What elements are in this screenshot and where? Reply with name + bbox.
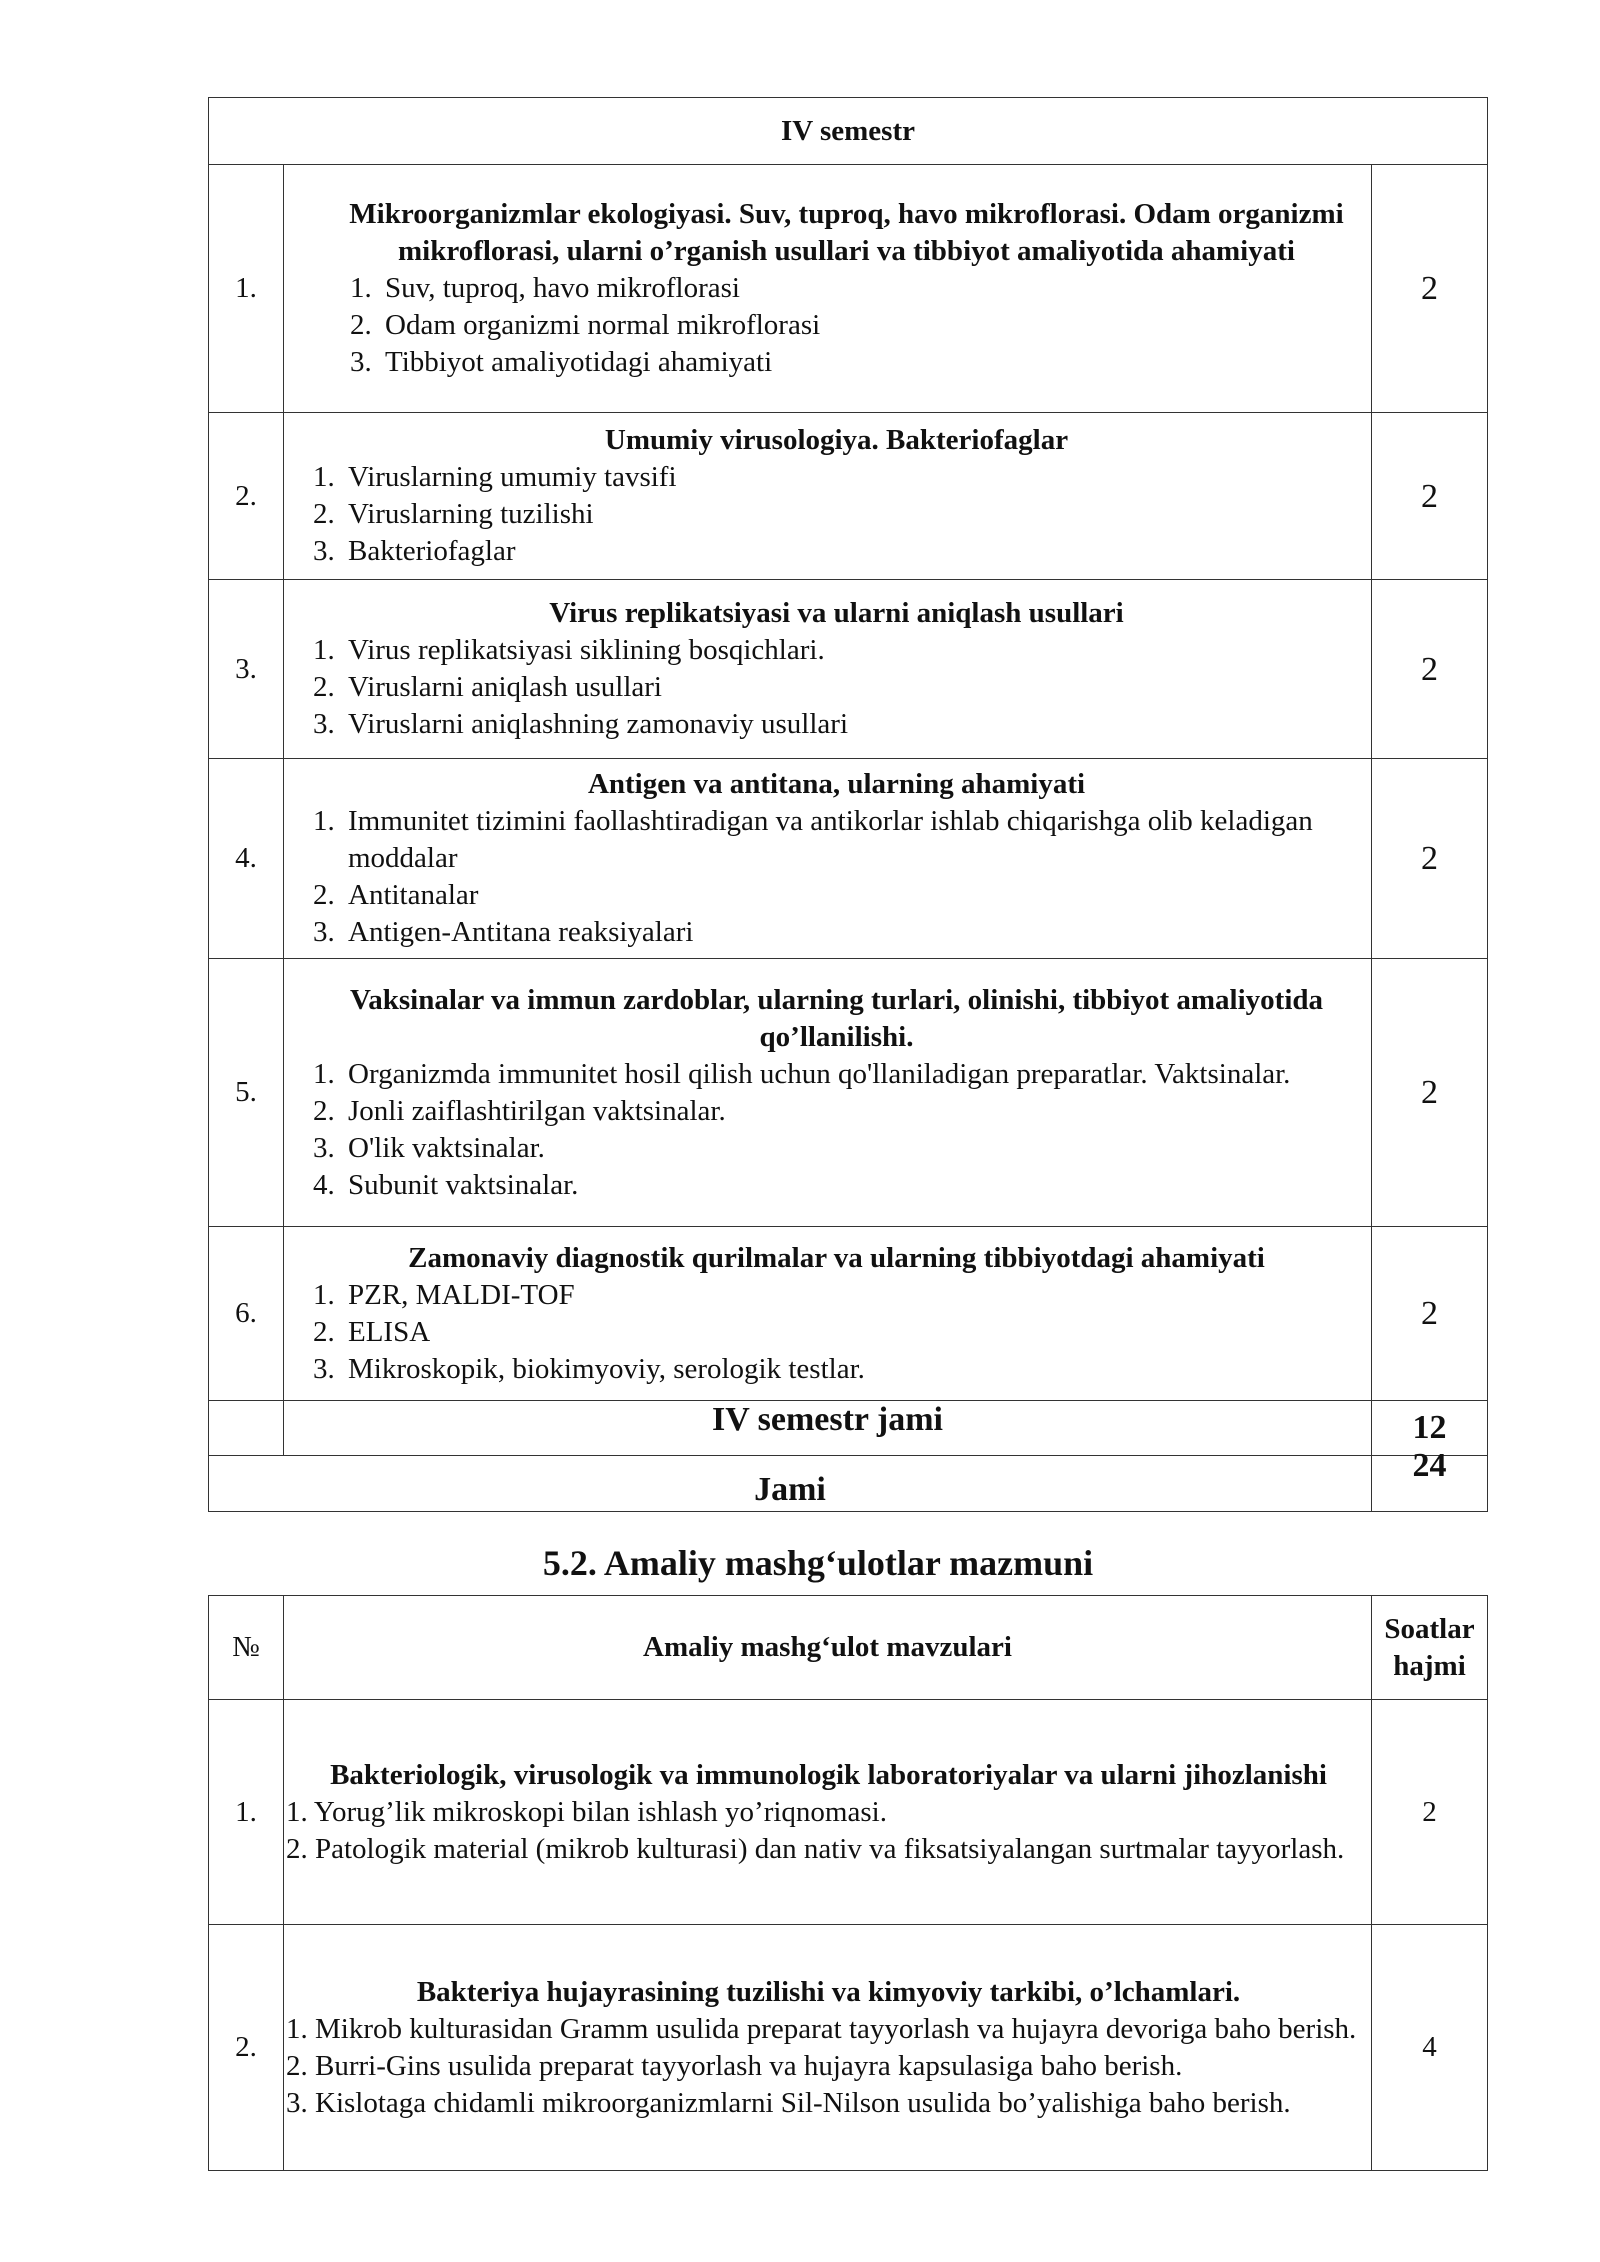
list-item: 1. Yorug’lik mikroskopi bilan ishlash yo’riqnomasi. <box>286 1795 887 1828</box>
list-item: 1. Viruslarning umumiy tavsifi <box>342 459 1369 496</box>
topic-cell <box>284 1227 1372 1401</box>
grand-total-value: 24 <box>1371 1456 1487 1512</box>
list-item: 2. Viruslarning tuzilishi <box>342 496 1369 533</box>
topic-title: Zamonaviy diagnostik qurilmalar va ularning tibbiyotdagi ahamiyati <box>408 1241 1265 1274</box>
header-hours: Soatlar hajmi <box>1372 1596 1488 1700</box>
table-row <box>209 413 1488 580</box>
hours-value: 2 <box>1371 1227 1487 1401</box>
hours-value: 2 <box>1372 1700 1488 1925</box>
row-number: 3. <box>209 580 284 759</box>
list-item: 3. Mikroskopik, biokimyoviy, serologik testlar. <box>342 1351 1369 1388</box>
list-item: 3. Antigen-Antitana reaksiyalari <box>342 914 1369 951</box>
list-item: 1. Virus replikatsiyasi siklining bosqichlari. <box>342 632 1369 669</box>
list-item: 4. Subunit vaktsinalar. <box>342 1167 1369 1204</box>
empty-cell <box>209 1401 284 1456</box>
topic-title: Vaksinalar va immun zardoblar, ularning turlari, olinishi, tibbiyot amaliyotida qo’llanilishi. <box>349 983 1323 1053</box>
table-row <box>209 1700 1488 1925</box>
list-item: 1. Suv, tuproq, havo mikroflorasi <box>379 270 1369 307</box>
table-row <box>209 1925 1488 2171</box>
grand-total-row <box>209 1456 1488 1512</box>
list-item: 2. Odam organizmi normal mikroflorasi <box>379 307 1369 344</box>
row-number: 1. <box>209 1700 284 1925</box>
topic-cell <box>284 1700 1372 1925</box>
topic-items <box>304 1277 1369 1388</box>
topic-cell <box>284 580 1372 759</box>
topic-items <box>304 632 1369 743</box>
hours-value: 4 <box>1372 1925 1488 2171</box>
list-item: 2. Burri-Gins usulida preparat tayyorlash va hujayra kapsulasiga baho berish. <box>286 2049 1183 2082</box>
list-item: 2. Patologik material (mikrob kulturasi) dan nativ va fiksatsiyalangan surtmalar tayyorlash. <box>286 1832 1345 1865</box>
semester-header: IV semestr <box>209 98 1488 165</box>
lecture-topics-table <box>208 97 1488 1512</box>
topic-cell <box>284 165 1372 413</box>
topic-items <box>304 459 1369 570</box>
semester-header-row <box>209 98 1488 165</box>
practical-topics-table <box>208 1595 1488 2171</box>
list-item: 2. Jonli zaiflashtirilgan vaktsinalar. <box>342 1093 1369 1130</box>
list-item: 2. Antitanalar <box>342 877 1369 914</box>
topic-items <box>324 270 1369 381</box>
list-item: 1. PZR, MALDI-TOF <box>342 1277 1369 1314</box>
topic-cell <box>284 413 1372 580</box>
hours-value: 2 <box>1371 165 1487 413</box>
hours-value: 2 <box>1371 413 1487 580</box>
topic-items <box>304 1056 1369 1204</box>
topic-title: Bakteriologik, virusologik va immunologik laboratoriyalar va ularni jihozlanishi <box>330 1758 1327 1791</box>
row-number: 5. <box>209 959 284 1227</box>
semester-total-label: IV semestr jami <box>284 1401 1372 1456</box>
list-item: 1. Mikrob kulturasidan Gramm usulida preparat tayyorlash va hujayra devoriga baho berish. <box>286 2012 1357 2045</box>
topic-title: Bakteriya hujayrasining tuzilishi va kimyoviy tarkibi, o’lchamlari. <box>416 1975 1241 2008</box>
topic-title: Antigen va antitana, ularning ahamiyati <box>587 768 1086 800</box>
row-number: 2. <box>209 413 284 580</box>
list-item: 3. Kislotaga chidamli mikroorganizmlarni Sil-Nilson usulida bo’yalishiga baho berish. <box>286 2086 1291 2119</box>
semester-total-value: 12 <box>1371 1401 1487 1456</box>
list-item: 2. ELISA <box>342 1314 1369 1351</box>
table-row <box>209 959 1488 1227</box>
topic-title: Virus replikatsiyasi va ularni aniqlash usullari <box>549 597 1124 629</box>
row-number: 6. <box>209 1227 284 1401</box>
header-topic: Amaliy mashg‘ulot mavzulari <box>284 1596 1372 1700</box>
hours-value: 2 <box>1371 759 1487 959</box>
table-row <box>209 165 1488 413</box>
table-row <box>209 580 1488 759</box>
hours-value: 2 <box>1371 580 1487 759</box>
table-row <box>209 759 1488 959</box>
hours-value: 2 <box>1371 959 1487 1227</box>
topic-items <box>304 803 1369 951</box>
topic-cell <box>284 959 1372 1227</box>
semester-total-row <box>209 1401 1488 1456</box>
list-item: 1. Organizmda immunitet hosil qilish uchun qo'llaniladigan preparatlar. Vaktsinalar. <box>342 1056 1369 1093</box>
header-number: № <box>209 1596 284 1700</box>
topic-title: Mikroorganizmlar ekologiyasi. Suv, tuproq, havo mikroflorasi. Odam organizmi mikroflorasi, ularni o’rganish usullari va tibbiyot amaliyotida ahamiyati <box>349 198 1344 267</box>
row-number: 1. <box>209 165 284 413</box>
list-item: 3. O'lik vaktsinalar. <box>342 1130 1369 1167</box>
list-item: 3. Viruslarni aniqlashning zamonaviy usullari <box>342 706 1369 743</box>
row-number: 2. <box>209 1925 284 2171</box>
topic-title: Umumiy virusologiya. Bakteriofaglar <box>604 424 1069 456</box>
topic-cell <box>284 1925 1372 2171</box>
grand-total-label: Jami <box>209 1456 1372 1512</box>
list-item: 3. Bakteriofaglar <box>342 533 1369 570</box>
section-title: 5.2. Amaliy mashg‘ulotlar mazmuni <box>542 1543 1094 1583</box>
row-number: 4. <box>209 759 284 959</box>
table-row <box>209 1227 1488 1401</box>
list-item: 1. Immunitet tizimini faollashtiradigan va antikorlar ishlab chiqarishga olib keladigan moddalar <box>342 803 1369 877</box>
table-header-row <box>209 1596 1488 1700</box>
list-item: 3. Tibbiyot amaliyotidagi ahamiyati <box>379 344 1369 381</box>
list-item: 2. Viruslarni aniqlash usullari <box>342 669 1369 706</box>
topic-cell <box>284 759 1372 959</box>
